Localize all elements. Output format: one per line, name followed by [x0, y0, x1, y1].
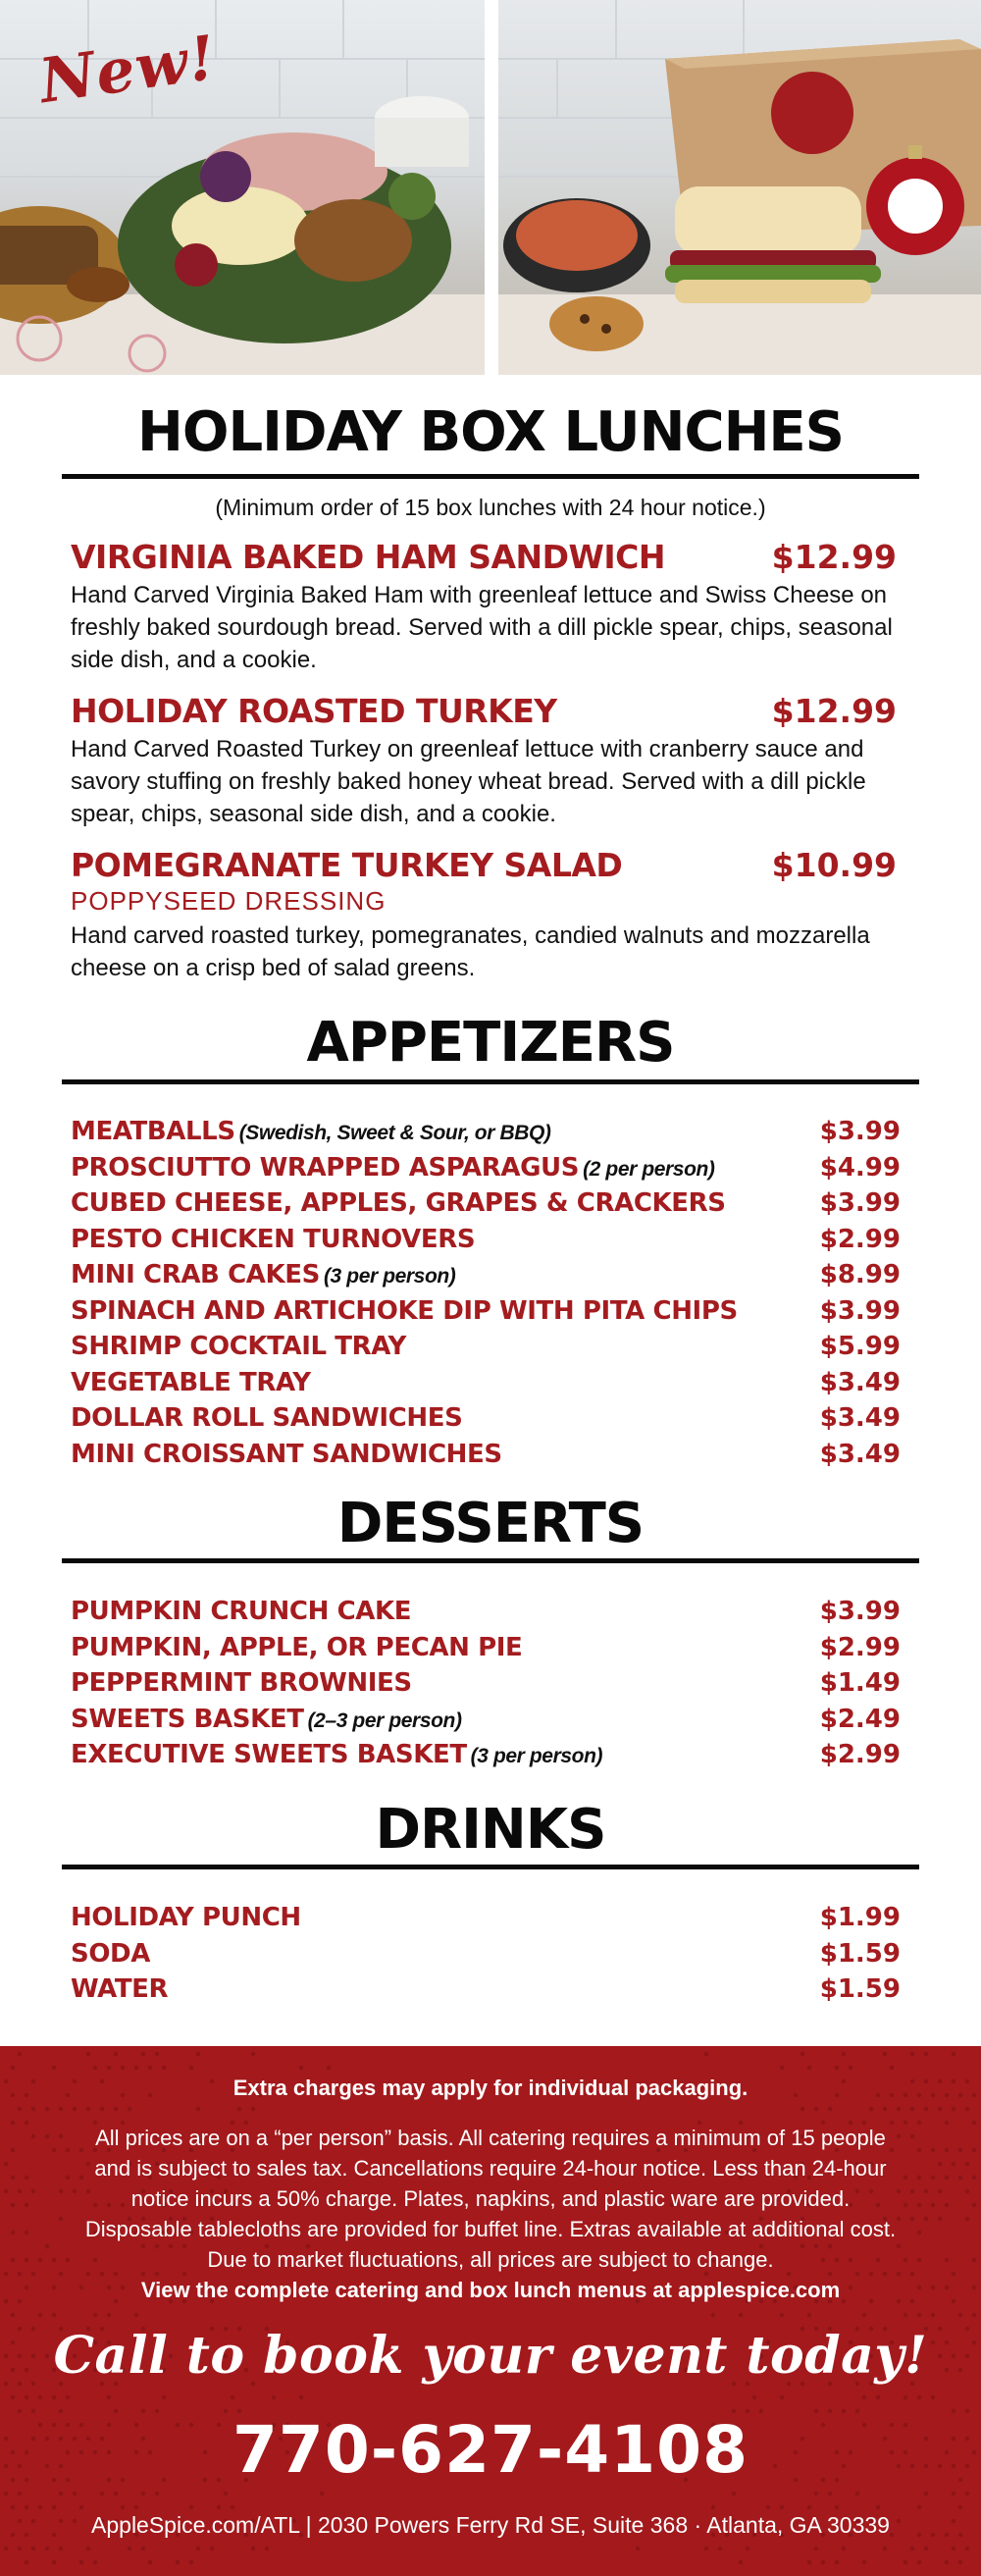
menu-item-note: (Swedish, Sweet & Sour, or BBQ) — [238, 1122, 551, 1144]
item-name: HOLIDAY ROASTED TURKEY — [71, 692, 557, 730]
menu-item-name: PESTO CHICKEN TURNOVERS — [71, 1224, 476, 1254]
menu-item-name: VEGETABLE TRAY — [71, 1367, 311, 1397]
menu-item-note: (2–3 per person) — [307, 1709, 462, 1732]
drinks-rule — [62, 1865, 919, 1869]
menu-item-label — [71, 1971, 901, 2008]
menu-item-label — [71, 1665, 901, 1702]
item-name: VIRGINIA BAKED HAM SANDWICH — [71, 538, 666, 576]
menu-item-name: PUMPKIN CRUNCH CAKE — [71, 1597, 412, 1626]
menu-row — [71, 1437, 901, 1473]
menu-item-label — [71, 1900, 901, 1936]
desserts-title: DESSERTS — [336, 1492, 645, 1555]
menu-item-label — [71, 1257, 901, 1295]
appetizers-list — [71, 1114, 901, 1472]
menu-item-price: $1.59 — [819, 1938, 901, 1969]
menu-row — [71, 1114, 901, 1150]
menu-item-label — [71, 1594, 901, 1630]
menu-item-label — [71, 1185, 901, 1222]
policy-line: Disposable tablecloths are provided for buffet line. Extras available at additional cost. — [84, 2217, 897, 2241]
menu-item-label — [71, 1365, 901, 1401]
menu-item-note: (3 per person) — [470, 1745, 603, 1767]
menu-item-note: (3 per person) — [323, 1265, 456, 1288]
item-description: Hand Carved Roasted Turkey on greenleaf lettuce with cranberry sauce and savory stuffing on freshly baked honey wheat bread. Served with a dill pickle spear, chips, seasonal side dish, and a cookie. — [71, 736, 866, 827]
menu-row — [71, 1630, 901, 1666]
policy-line: All prices are on a “per person” basis. All catering requires a minimum of 15 people — [95, 2126, 886, 2150]
menu-item-label — [71, 1737, 901, 1775]
item-price: $12.99 — [771, 538, 897, 576]
policy-text — [0, 2123, 981, 2305]
menu-item-price: $8.99 — [819, 1260, 901, 1289]
menu-item-price: $1.99 — [819, 1903, 901, 1932]
box-lunches-rule — [62, 474, 919, 479]
drinks-list — [71, 1900, 901, 2008]
item-subtitle: POPPYSEED DRESSING — [71, 886, 387, 916]
menu-item-price: $2.99 — [819, 1224, 901, 1254]
menu-item-label — [71, 1437, 901, 1473]
menu-item-name: MINI CRAB CAKES — [71, 1260, 320, 1289]
box-lunches-note: (Minimum order of 15 box lunches with 24 hour notice.) — [215, 495, 766, 520]
box-lunches-title: HOLIDAY BOX LUNCHES — [136, 400, 845, 464]
view-menus-link[interactable]: View the complete catering and box lunch menus at applespice.com — [140, 2278, 841, 2302]
drinks-title: DRINKS — [375, 1798, 606, 1862]
footer-banner — [0, 2046, 981, 2576]
sandwich-box-lunch-photo — [498, 0, 981, 375]
item-name: POMEGRANATE TURKEY SALAD — [71, 846, 623, 884]
menu-item-label — [71, 1114, 901, 1152]
menu-item-name: MEATBALLS — [71, 1117, 235, 1146]
menu-row — [71, 1257, 901, 1293]
menu-item-name: SWEETS BASKET — [71, 1704, 304, 1734]
menu-item-label — [71, 1936, 901, 1972]
phone-number[interactable]: 770-627-4108 — [232, 2412, 749, 2488]
extra-charges-note: Extra charges may apply for individual packaging. — [232, 2076, 749, 2100]
policy-line: and is subject to sales tax. Cancellations require 24-hour notice. Less than 24-hour — [94, 2156, 887, 2181]
menu-item-name: SPINACH AND ARTICHOKE DIP WITH PITA CHIPS — [71, 1295, 738, 1326]
call-to-action: Call to book your event today! — [53, 2326, 928, 2386]
appetizers-title: APPETIZERS — [306, 1011, 675, 1075]
menu-item-name: HOLIDAY PUNCH — [71, 1903, 301, 1932]
menu-row — [71, 1971, 901, 2008]
menu-row — [71, 1594, 901, 1630]
menu-item-label — [71, 1400, 901, 1437]
policy-line: Due to market fluctuations, all prices are subject to change. — [207, 2247, 774, 2272]
menu-row — [71, 1737, 901, 1773]
menu-item-price: $3.99 — [819, 1597, 901, 1626]
menu-item-price: $1.59 — [819, 1974, 901, 2004]
menu-item-price: $3.49 — [819, 1367, 901, 1397]
item-description: Hand carved roasted turkey, pomegranates, candied walnuts and mozzarella cheese on a crisp bed of salad greens. — [71, 922, 870, 981]
menu-row — [71, 1222, 901, 1258]
desserts-rule — [62, 1558, 919, 1563]
menu-item-label — [71, 1630, 901, 1666]
menu-item-price: $2.49 — [819, 1704, 901, 1734]
menu-row — [71, 1900, 901, 1936]
menu-item-label — [71, 1329, 901, 1365]
menu-item-label — [71, 1150, 901, 1188]
menu-row — [71, 1665, 901, 1702]
menu-item-name: CUBED CHEESE, APPLES, GRAPES & CRACKERS — [71, 1188, 726, 1218]
menu-item-name: PUMPKIN, APPLE, OR PECAN PIE — [71, 1632, 523, 1662]
new-badge: New! — [34, 21, 221, 118]
menu-item-price: $5.99 — [819, 1332, 901, 1361]
menu-item-price: $3.99 — [819, 1295, 901, 1326]
address-line: AppleSpice.com/ATL | 2030 Powers Ferry Rd SE, Suite 368 · Atlanta, GA 30339 — [91, 2512, 890, 2538]
menu-item-name: PEPPERMINT BROWNIES — [71, 1668, 412, 1698]
menu-row — [71, 1365, 901, 1401]
menu-row — [71, 1936, 901, 1972]
item-price: $12.99 — [771, 692, 897, 730]
item-description: Hand Carved Virginia Baked Ham with greenleaf lettuce and Swiss Cheese on freshly baked sourdough bread. Served with a dill pickle spear, chips, seasonal side dish, and a cookie. — [71, 582, 893, 673]
menu-item-price: $2.99 — [819, 1740, 901, 1769]
menu-item-price: $3.49 — [819, 1403, 901, 1433]
menu-row — [71, 1185, 901, 1222]
menu-item-name: DOLLAR ROLL SANDWICHES — [71, 1403, 463, 1433]
menu-row — [71, 1329, 901, 1365]
menu-item-name: SODA — [71, 1938, 150, 1969]
menu-row — [71, 1702, 901, 1738]
item-price: $10.99 — [771, 846, 897, 884]
menu-item-price: $3.49 — [819, 1439, 901, 1469]
menu-item-price: $3.99 — [819, 1117, 901, 1146]
desserts-list — [71, 1594, 901, 1773]
menu-item-name: EXECUTIVE SWEETS BASKET — [71, 1740, 467, 1769]
menu-row — [71, 1150, 901, 1186]
menu-item-price: $1.49 — [819, 1668, 901, 1698]
menu-row — [71, 1400, 901, 1437]
menu-item-price: $2.99 — [819, 1632, 901, 1662]
menu-item-name: PROSCIUTTO WRAPPED ASPARAGUS — [71, 1152, 580, 1183]
menu-item-label — [71, 1702, 901, 1740]
salad-box-lunch-photo — [0, 0, 485, 375]
menu-item-note: (2 per person) — [583, 1157, 715, 1181]
appetizers-rule — [62, 1079, 919, 1084]
menu-item-name: SHRIMP COCKTAIL TRAY — [71, 1332, 406, 1361]
menu-item-name: MINI CROISSANT SANDWICHES — [71, 1439, 502, 1469]
menu-item-price: $4.99 — [819, 1152, 901, 1183]
menu-row — [71, 1293, 901, 1330]
menu-item-label — [71, 1222, 901, 1258]
menu-item-price: $3.99 — [819, 1188, 901, 1218]
policy-line: notice incurs a 50% charge. Plates, napkins, and plastic ware are provided. — [130, 2186, 851, 2211]
photo-header — [0, 0, 981, 375]
menu-item-label — [71, 1293, 901, 1330]
menu-item-name: WATER — [71, 1974, 169, 2004]
